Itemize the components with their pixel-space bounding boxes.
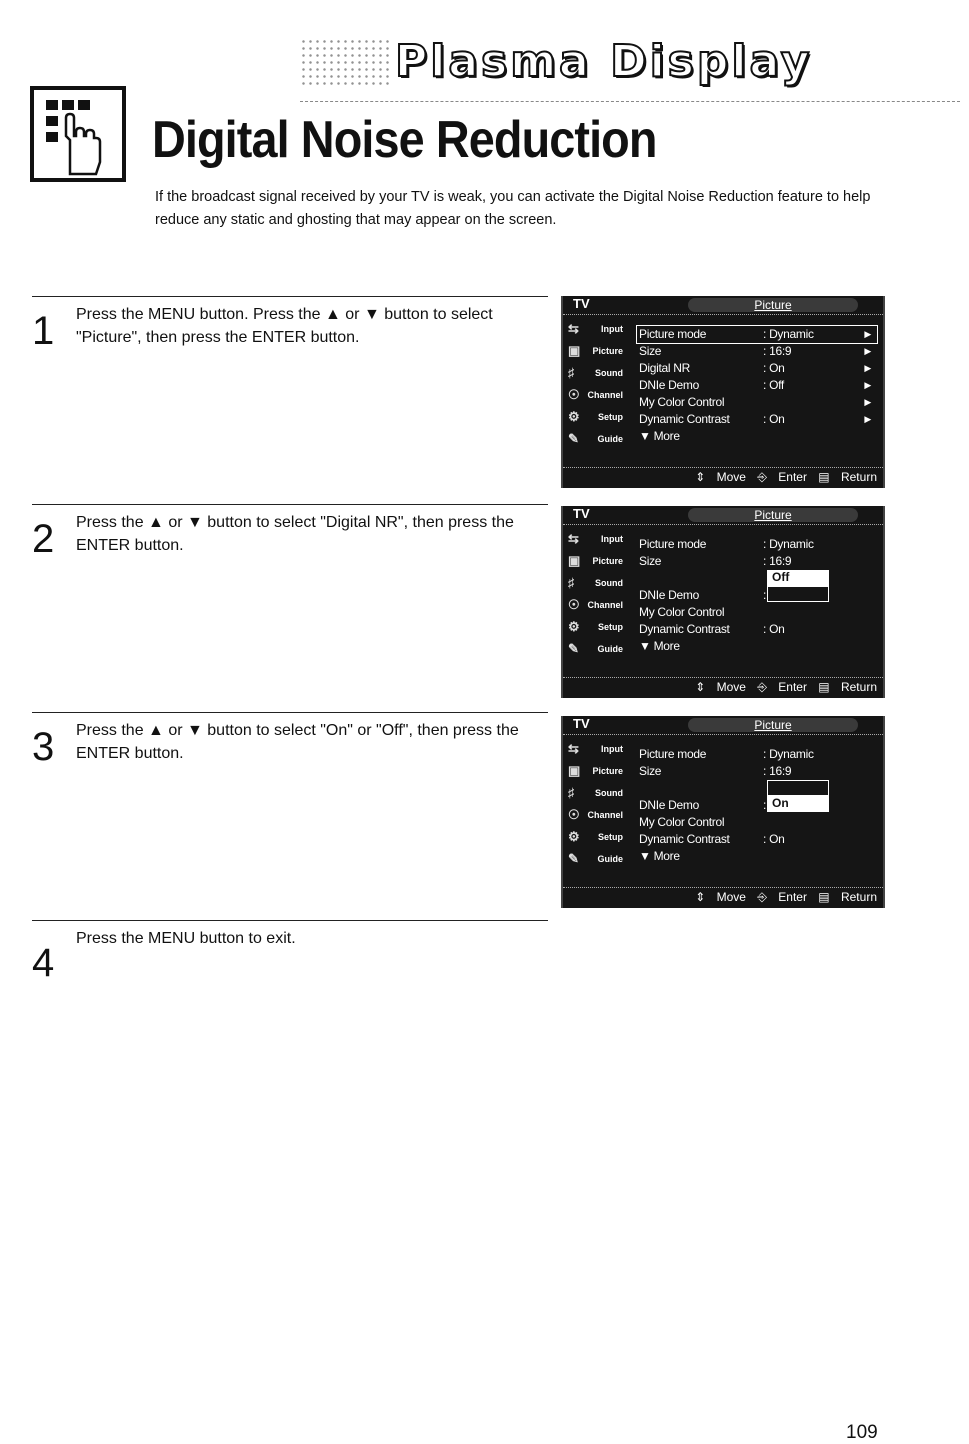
guide-icon: ✎ <box>568 851 579 866</box>
channel-icon: ☉ <box>568 807 580 822</box>
sound-icon: ♯ <box>568 785 575 800</box>
input-icon: ⇆ <box>568 321 579 336</box>
sidebar-item-input: ⇆ Input <box>568 741 623 756</box>
right-arrow-icon: ▶ <box>864 329 871 339</box>
sidebar-item-channel: ☉ Channel <box>568 597 623 612</box>
tv-menu-header: Picture <box>688 298 858 312</box>
nav-hints <box>687 680 877 695</box>
picture-menu <box>637 326 877 445</box>
sidebar-item-input: ⇆ Input <box>568 321 623 336</box>
sidebar-item-setup: ⚙ Setup <box>568 409 623 424</box>
menu-row: Dynamic Contrast : On <box>639 832 785 846</box>
nav-hints <box>687 470 877 485</box>
nav-hints <box>687 890 877 905</box>
menu-row: Size : 16:9 <box>639 554 792 568</box>
menu-row: Size : 16:9 ▶ <box>639 344 871 358</box>
picture-menu <box>637 746 877 865</box>
menu-row: Picture mode : Dynamic ▶ <box>637 326 877 343</box>
tv-menu-header: Picture <box>688 718 858 732</box>
right-arrow-icon: ▶ <box>864 397 871 407</box>
tv-label: TV <box>573 716 590 731</box>
sidebar-item-sound: ♯ Sound <box>568 785 623 800</box>
picture-icon: ▣ <box>568 343 581 358</box>
sidebar-item-guide: ✎ Guide <box>568 431 623 446</box>
menu-row: Picture mode : Dynamic <box>639 537 814 551</box>
move-hint: ⇕ Move <box>695 680 746 694</box>
channel-icon: ☉ <box>568 597 580 612</box>
tv-nav-bar <box>563 677 883 698</box>
menu-row: Dynamic Contrast : On ▶ <box>639 412 871 426</box>
enter-hint: ⎆ Enter <box>757 680 807 694</box>
right-arrow-icon: ▶ <box>864 380 871 390</box>
input-icon: ⇆ <box>568 531 579 546</box>
page-title: Digital Noise Reduction <box>152 111 657 169</box>
sidebar-item-sound: ♯ Sound <box>568 365 623 380</box>
picture-icon: ▣ <box>568 553 581 568</box>
sidebar-item-picture: ▣ Picture <box>568 553 623 568</box>
menu-row: Digital NR : On ▶ <box>639 361 871 375</box>
remote-hand-icon <box>30 86 126 182</box>
tv-top-bar <box>563 506 883 525</box>
step-3 <box>32 712 548 769</box>
tv-nav-bar <box>563 887 883 908</box>
option-off[interactable] <box>767 780 829 796</box>
intro-paragraph: If the broadcast signal received by your TV is weak, you can activate the Digital Noise Reduction feature to help reduce any static and ghosting that may appear on the screen. <box>155 189 871 228</box>
sound-icon: ♯ <box>568 575 575 590</box>
enter-hint: ⎆ Enter <box>757 470 807 484</box>
tv-top-bar <box>563 716 883 735</box>
tv-sidebar <box>563 738 629 870</box>
sidebar-item-picture: ▣ Picture <box>568 763 623 778</box>
setup-icon: ⚙ <box>568 829 580 844</box>
page-number: 109 <box>846 1422 878 1443</box>
sidebar-item-input: ⇆ Input <box>568 531 623 546</box>
channel-icon: ☉ <box>568 387 580 402</box>
menu-row: ▼ More <box>639 429 680 443</box>
step-text: Press the MENU button. Press the ▲ or ▼ button to select "Picture", then press the ENTER button. <box>76 306 493 346</box>
menu-row: My Color Control ▶ <box>639 395 871 409</box>
guide-icon: ✎ <box>568 641 579 656</box>
menu-row: DNIe Demo : Off ▶ <box>639 378 871 392</box>
tv-screen-1 <box>561 296 885 488</box>
sidebar-item-setup: ⚙ Setup <box>568 619 623 634</box>
brand-banner <box>300 20 960 104</box>
brand-rule <box>300 101 960 102</box>
step-4 <box>32 920 548 985</box>
tv-nav-bar <box>563 467 883 488</box>
step-text: Press the MENU button to exit. <box>76 930 296 947</box>
menu-row: My Color Control <box>639 815 725 829</box>
move-hint: ⇕ Move <box>695 890 746 904</box>
right-arrow-icon: ▶ <box>864 346 871 356</box>
step-number: 1 <box>32 309 55 353</box>
move-hint: ⇕ Move <box>695 470 746 484</box>
tv-sidebar <box>563 318 629 450</box>
tv-top-bar <box>563 296 883 315</box>
input-icon: ⇆ <box>568 741 579 756</box>
right-arrow-icon: ▶ <box>864 414 871 424</box>
sidebar-item-guide: ✎ Guide <box>568 641 623 656</box>
sidebar-item-setup: ⚙ Setup <box>568 829 623 844</box>
step-number: 2 <box>32 517 55 561</box>
option-off[interactable]: Off <box>767 570 829 586</box>
step-text: Press the ▲ or ▼ button to select "Digital NR", then press the ENTER button. <box>76 514 514 554</box>
tv-sidebar <box>563 528 629 660</box>
step-text: Press the ▲ or ▼ button to select "On" or "Off", then press the ENTER button. <box>76 722 519 762</box>
sidebar-item-channel: ☉ Channel <box>568 807 623 822</box>
step-number: 3 <box>32 725 55 769</box>
picture-menu <box>637 536 877 655</box>
return-hint: ▤ Return <box>818 680 877 694</box>
menu-row: DNIe Demo : <box>639 798 767 812</box>
right-arrow-icon: ▶ <box>864 363 871 373</box>
tv-screen-2 <box>561 506 885 698</box>
enter-hint: ⎆ Enter <box>757 890 807 904</box>
tv-label: TV <box>573 296 590 311</box>
sound-icon: ♯ <box>568 365 575 380</box>
return-hint: ▤ Return <box>818 890 877 904</box>
step-1 <box>32 296 548 353</box>
menu-row: Picture mode : Dynamic <box>639 747 814 761</box>
tv-screen-3 <box>561 716 885 908</box>
brand-title: Plasma Display <box>395 36 813 87</box>
return-hint: ▤ Return <box>818 470 877 484</box>
sidebar-item-sound: ♯ Sound <box>568 575 623 590</box>
setup-icon: ⚙ <box>568 409 580 424</box>
tv-menu-header: Picture <box>688 508 858 522</box>
menu-row: Dynamic Contrast : On <box>639 622 785 636</box>
menu-row: Size : 16:9 <box>639 764 792 778</box>
sidebar-item-picture: ▣ Picture <box>568 343 623 358</box>
menu-row <box>637 570 877 587</box>
picture-icon: ▣ <box>568 763 581 778</box>
tv-label: TV <box>573 506 590 521</box>
menu-row <box>637 780 877 797</box>
sidebar-item-channel: ☉ Channel <box>568 387 623 402</box>
menu-row: DNIe Demo : <box>639 588 767 602</box>
brand-dot-pattern <box>300 38 390 88</box>
option-on[interactable]: On <box>767 796 829 812</box>
step-2 <box>32 504 548 561</box>
option-on[interactable] <box>767 586 829 602</box>
sidebar-item-guide: ✎ Guide <box>568 851 623 866</box>
menu-row: ▼ More <box>639 849 680 863</box>
menu-row: ▼ More <box>639 639 680 653</box>
menu-row: My Color Control <box>639 605 725 619</box>
step-number: 4 <box>32 941 55 985</box>
guide-icon: ✎ <box>568 431 579 446</box>
setup-icon: ⚙ <box>568 619 580 634</box>
